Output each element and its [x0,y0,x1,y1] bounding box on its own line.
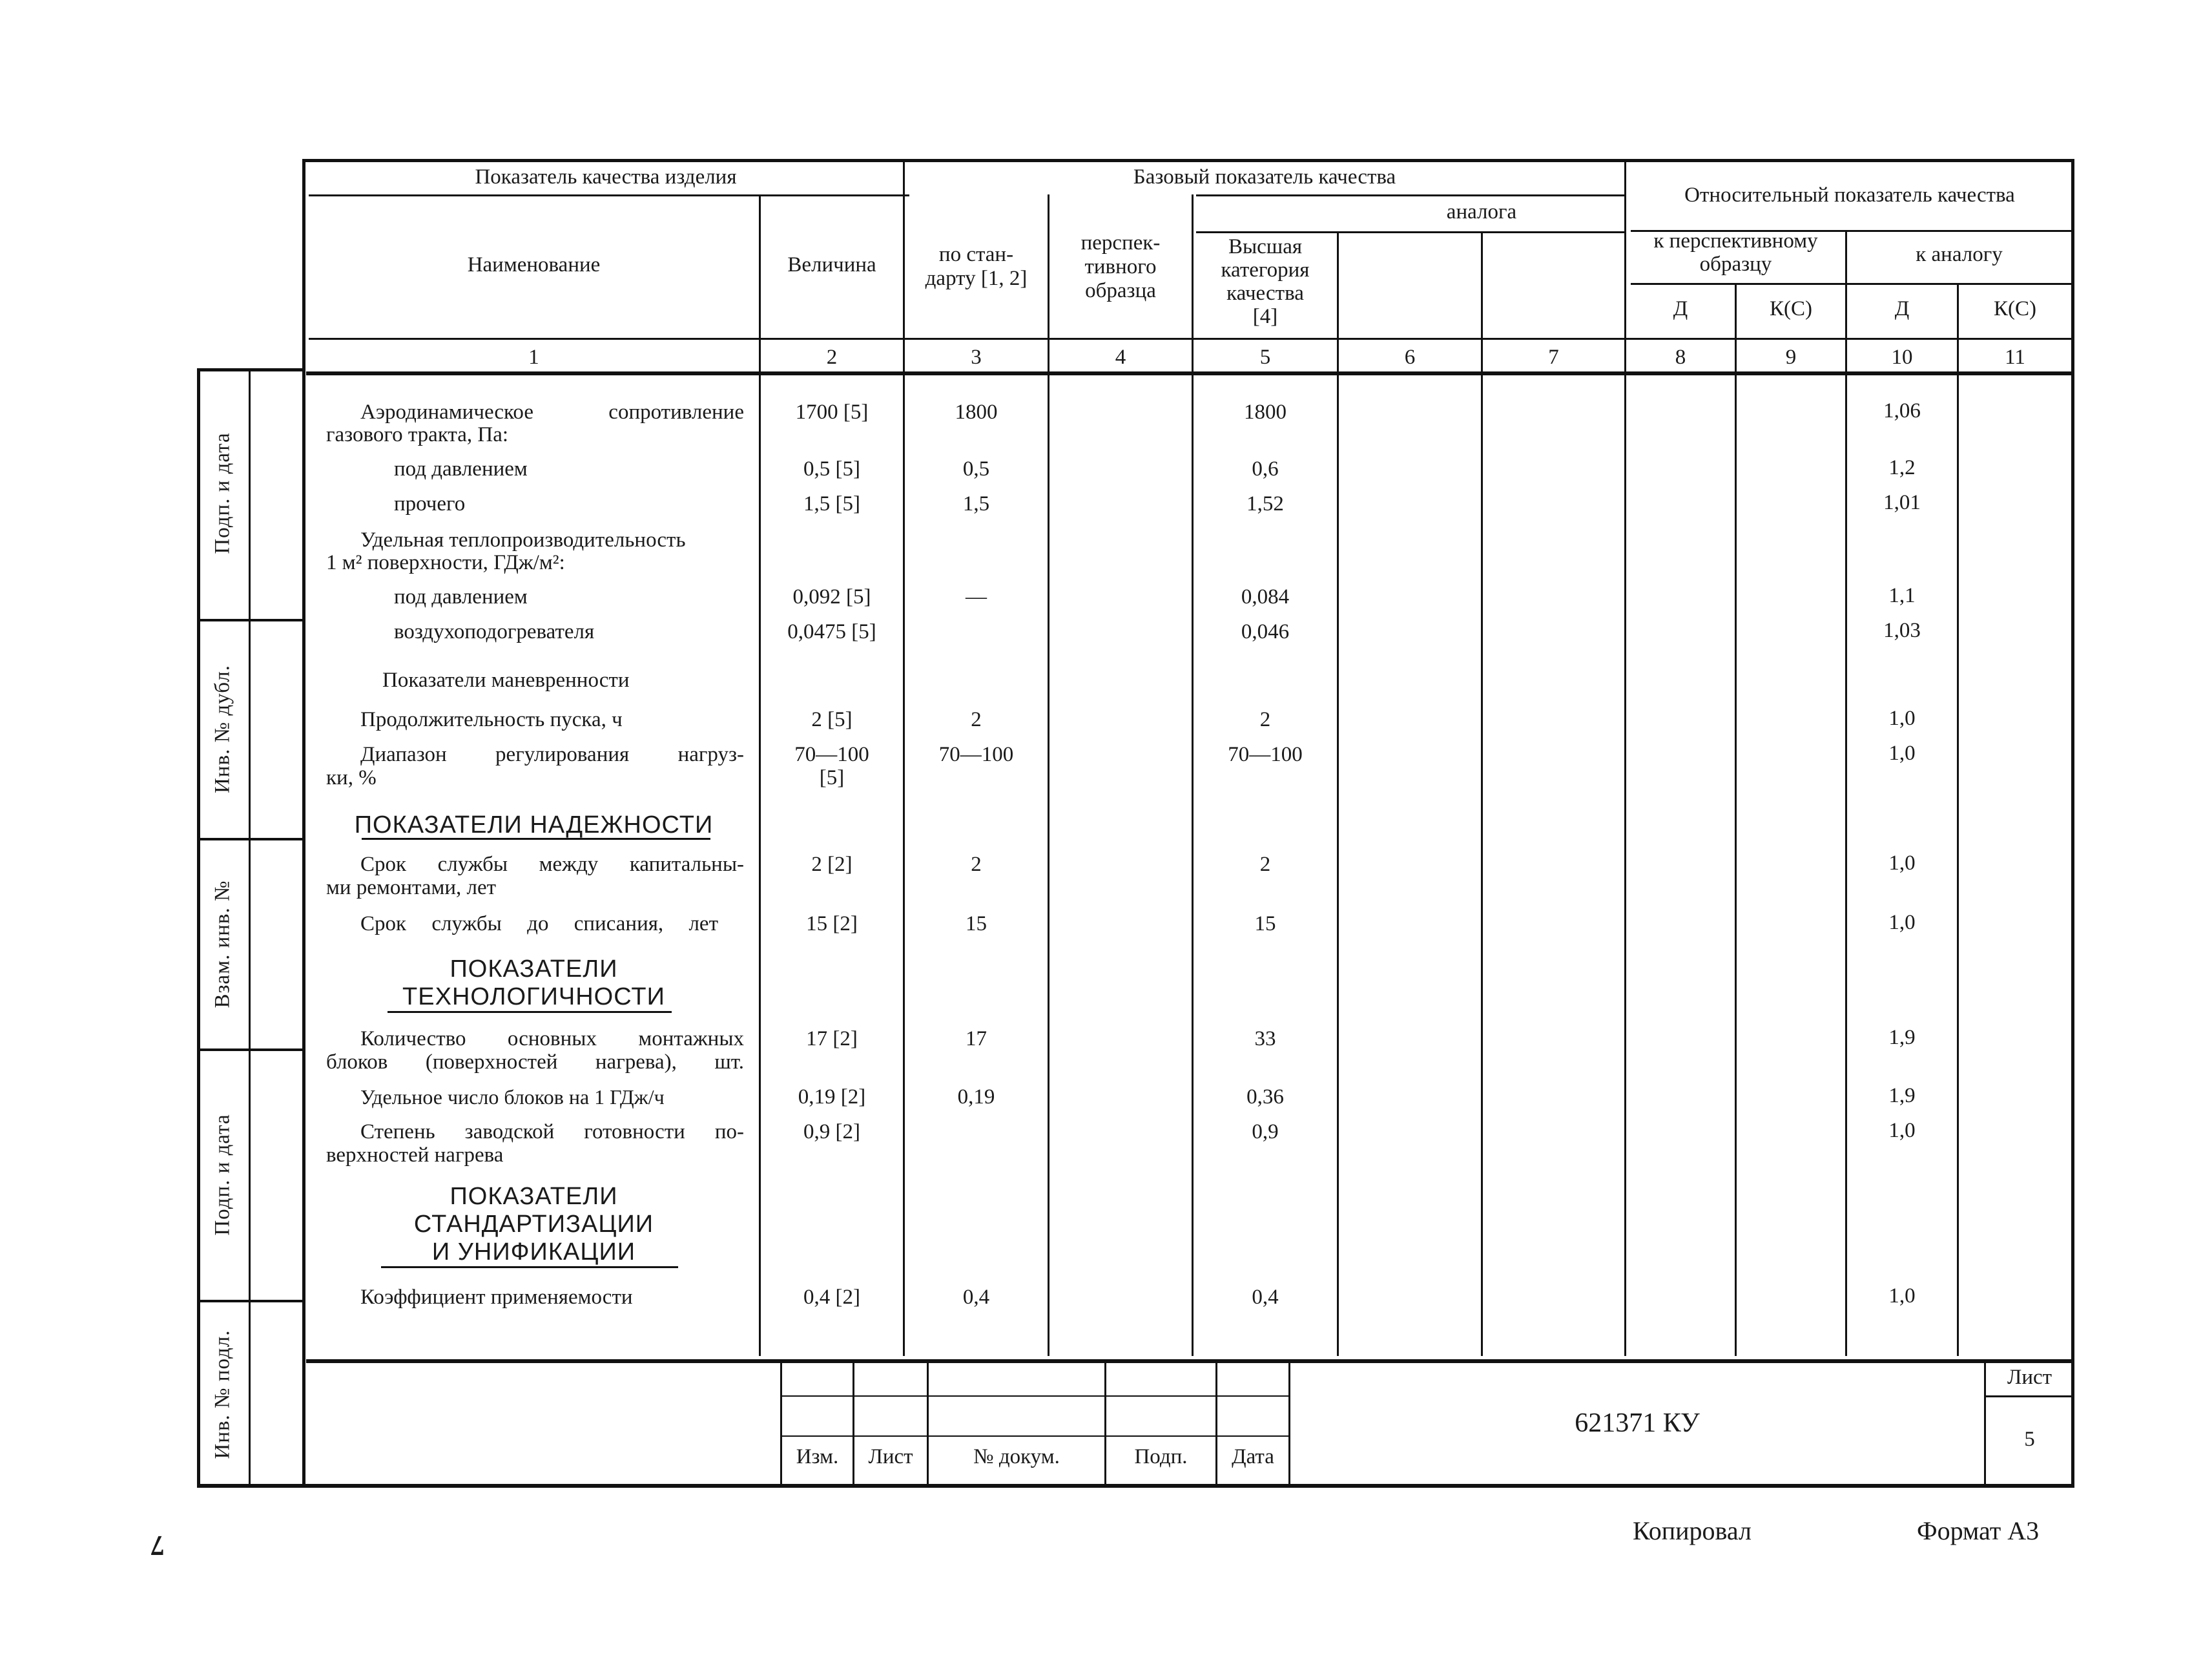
section-title-std-2: СТАНДАРТИЗАЦИИ [413,1211,654,1238]
highest-cell: 1800 [1244,401,1287,424]
highest-cell: 70—100 [1228,743,1303,766]
value-cell: 0,092 [5] [792,585,871,609]
d-header-2: Д [1894,297,1910,320]
row-name: Количество основных монтажных [360,1027,744,1050]
row-name: прочего [394,492,466,516]
value-cell: 0,0475 [5] [787,620,876,643]
value-cell: 1700 [5] [795,401,869,424]
format-label: Формат А3 [1917,1516,2040,1545]
col-num: 4 [1115,346,1126,369]
row-name: Срок службы между капитальны- [360,853,744,876]
by-standard-line1: по стан- [938,243,1014,266]
row-name-cont: блоков (поверхностей нагрева), шт. [326,1050,744,1074]
value-cell: 2 [5] [811,708,853,731]
relative-cell: 1,0 [1888,742,1916,765]
value-cell-ref: [5] [819,766,845,789]
highest-cat-line3: качества [1226,282,1304,305]
side-label-sign-date-2: Подп. и дата [211,1114,234,1236]
row-name: под давлением [394,585,528,609]
col-num: 5 [1259,346,1271,369]
highest-cell: 0,046 [1241,620,1290,643]
section-title-tech-2: ТЕХНОЛОГИЧНОСТИ [402,983,665,1010]
relative-cell: 1,0 [1888,911,1916,934]
highest-cat-line4: [4] [1252,305,1278,328]
highest-cell: 2 [1259,708,1271,731]
col-num: 9 [1785,346,1797,369]
highest-cat-line1: Высшая [1228,235,1303,258]
base-indicator-header: Базовый показатель качества [1133,165,1396,189]
row-name: воздухоподогревателя [394,620,595,643]
perspective-line1: перспек- [1080,231,1161,255]
col-num: 11 [2005,346,2025,369]
highest-cell: 0,6 [1252,457,1279,481]
row-name: Аэродинамическое сопротивление [360,401,744,424]
by-standard-line2: дарту [1, 2] [925,267,1028,290]
value-cell: 1,5 [5] [803,492,860,516]
side-label-orig-inv: Инв. № подл. [211,1330,234,1459]
quality-indicator-header: Показатель качества изделия [475,165,737,189]
row-name-cont: ми ремонтами, лет [326,876,497,899]
name-column-header: Наименование [467,253,601,276]
stamp-sign: Подп. [1134,1445,1188,1468]
relative-cell: 1,0 [1888,707,1916,730]
section-title-std-3: И УНИФИКАЦИИ [431,1238,636,1266]
highest-cell: 0,36 [1246,1085,1284,1109]
highest-cell: 1,52 [1246,492,1284,516]
standard-cell: 1,5 [962,492,990,516]
relative-cell: 1,01 [1883,491,1921,514]
col-num: 7 [1548,346,1559,369]
highest-cell: 0,4 [1252,1286,1279,1309]
value-cell: 17 [2] [806,1027,858,1050]
col-num: 3 [971,346,982,369]
highest-cat-line2: категория [1221,258,1310,282]
side-label-dup-inv: Инв. № дубл. [211,665,234,793]
value-cell: 0,4 [2] [803,1286,860,1309]
section-title-tech-1: ПОКАЗАТЕЛИ [450,955,618,983]
col-num: 6 [1404,346,1416,369]
row-name-cont: 1 м² поверхности, ГДж/м²: [326,551,565,574]
standard-cell: 15 [966,912,987,935]
section-title-std-1: ПОКАЗАТЕЛИ [450,1183,618,1210]
highest-cell: 15 [1254,912,1276,935]
relative-cell: 1,0 [1888,1119,1916,1142]
row-name-cont: ки, % [326,766,377,789]
relative-cell: 1,03 [1883,619,1921,642]
highest-cell: 2 [1259,853,1271,876]
col-num: 8 [1675,346,1686,369]
value-cell: 0,19 [2] [798,1085,866,1109]
side-label-sign-date: Подп. и дата [211,432,234,554]
d-header-1: Д [1673,297,1688,320]
section-title-reliability: ПОКАЗАТЕЛИ НАДЕЖНОСТИ [354,811,714,839]
relative-cell: 1,06 [1883,399,1921,422]
row-name: Коэффициент применяемости [360,1286,633,1309]
stamp-izm: Изм. [796,1445,839,1468]
value-cell: 2 [2] [811,853,853,876]
highest-cell: 0,9 [1252,1120,1279,1143]
row-name-cont: верхностей нагрева [326,1143,504,1167]
row-name: Срок службы до списания, лет [360,912,718,935]
standard-cell: 0,19 [957,1085,995,1109]
perspective-line3: образца [1085,279,1156,302]
sheet-number: 5 [2024,1428,2035,1451]
row-name: Удельная теплопроизводительность [360,528,686,552]
relative-cell: 1,9 [1888,1026,1916,1049]
relative-cell: 1,9 [1888,1084,1916,1107]
stamp-date: Дата [1232,1445,1274,1468]
value-column-header: Величина [787,253,876,276]
relative-cell: 1,0 [1888,851,1916,875]
relative-cell: 1,1 [1888,584,1916,607]
section-title-maneuverability: Показатели маневренности [382,669,630,692]
row-name: Продолжительность пуска, ч [360,708,623,731]
copied-by-label: Копировал [1633,1516,1752,1545]
to-perspective-line1: к перспективному [1653,229,1818,253]
highest-category-header [1194,235,1337,328]
corner-page-number: 7 [150,1530,165,1561]
by-standard-header [905,243,1048,291]
standard-cell: 2 [971,708,982,731]
ks-header-1: К(С) [1770,297,1812,320]
stamp-list: Лист [868,1445,913,1468]
row-name: Удельное число блоков на 1 ГДж/ч [360,1085,665,1109]
row-name-cont: газового тракта, Па: [326,423,509,446]
ks-header-2: К(С) [1994,297,2036,320]
to-analog-header: к аналогу [1916,243,2003,266]
analog-header: аналога [1446,200,1517,224]
sheet-label: Лист [2007,1366,2052,1389]
standard-cell: 2 [971,853,982,876]
value-cell: 70—100 [794,743,869,766]
col-num: 2 [826,346,838,369]
highest-cell: 0,084 [1241,585,1290,609]
perspective-line2: тивного [1084,255,1157,278]
standard-cell: 0,5 [962,457,990,481]
stamp-doc-no: № докум. [973,1445,1060,1468]
row-name: Диапазон регулирования нагруз- [360,743,744,766]
standard-cell: 1800 [955,401,998,424]
col-num: 10 [1891,346,1913,369]
row-name: под давлением [394,457,528,481]
standard-cell: 70—100 [938,743,1014,766]
value-cell: 0,9 [2] [803,1120,860,1143]
relative-cell: 1,0 [1888,1284,1916,1308]
standard-cell: 0,4 [962,1286,990,1309]
row-name: Степень заводской готовности по- [360,1120,744,1143]
highest-cell: 33 [1254,1027,1276,1050]
to-perspective-header [1626,229,1845,276]
value-cell: 15 [2] [806,912,858,935]
value-cell: 0,5 [5] [803,457,860,481]
perspective-header [1049,231,1192,303]
document-code: 621371 КУ [1575,1408,1700,1438]
col-num: 1 [528,346,539,369]
to-perspective-line2: образцу [1699,253,1772,276]
standard-cell: — [966,585,987,609]
relative-indicator-header: Относительный показатель качества [1684,183,2015,207]
side-label-replace-inv: Взам. инв. № [211,880,234,1008]
relative-cell: 1,2 [1888,456,1916,479]
standard-cell: 17 [966,1027,987,1050]
